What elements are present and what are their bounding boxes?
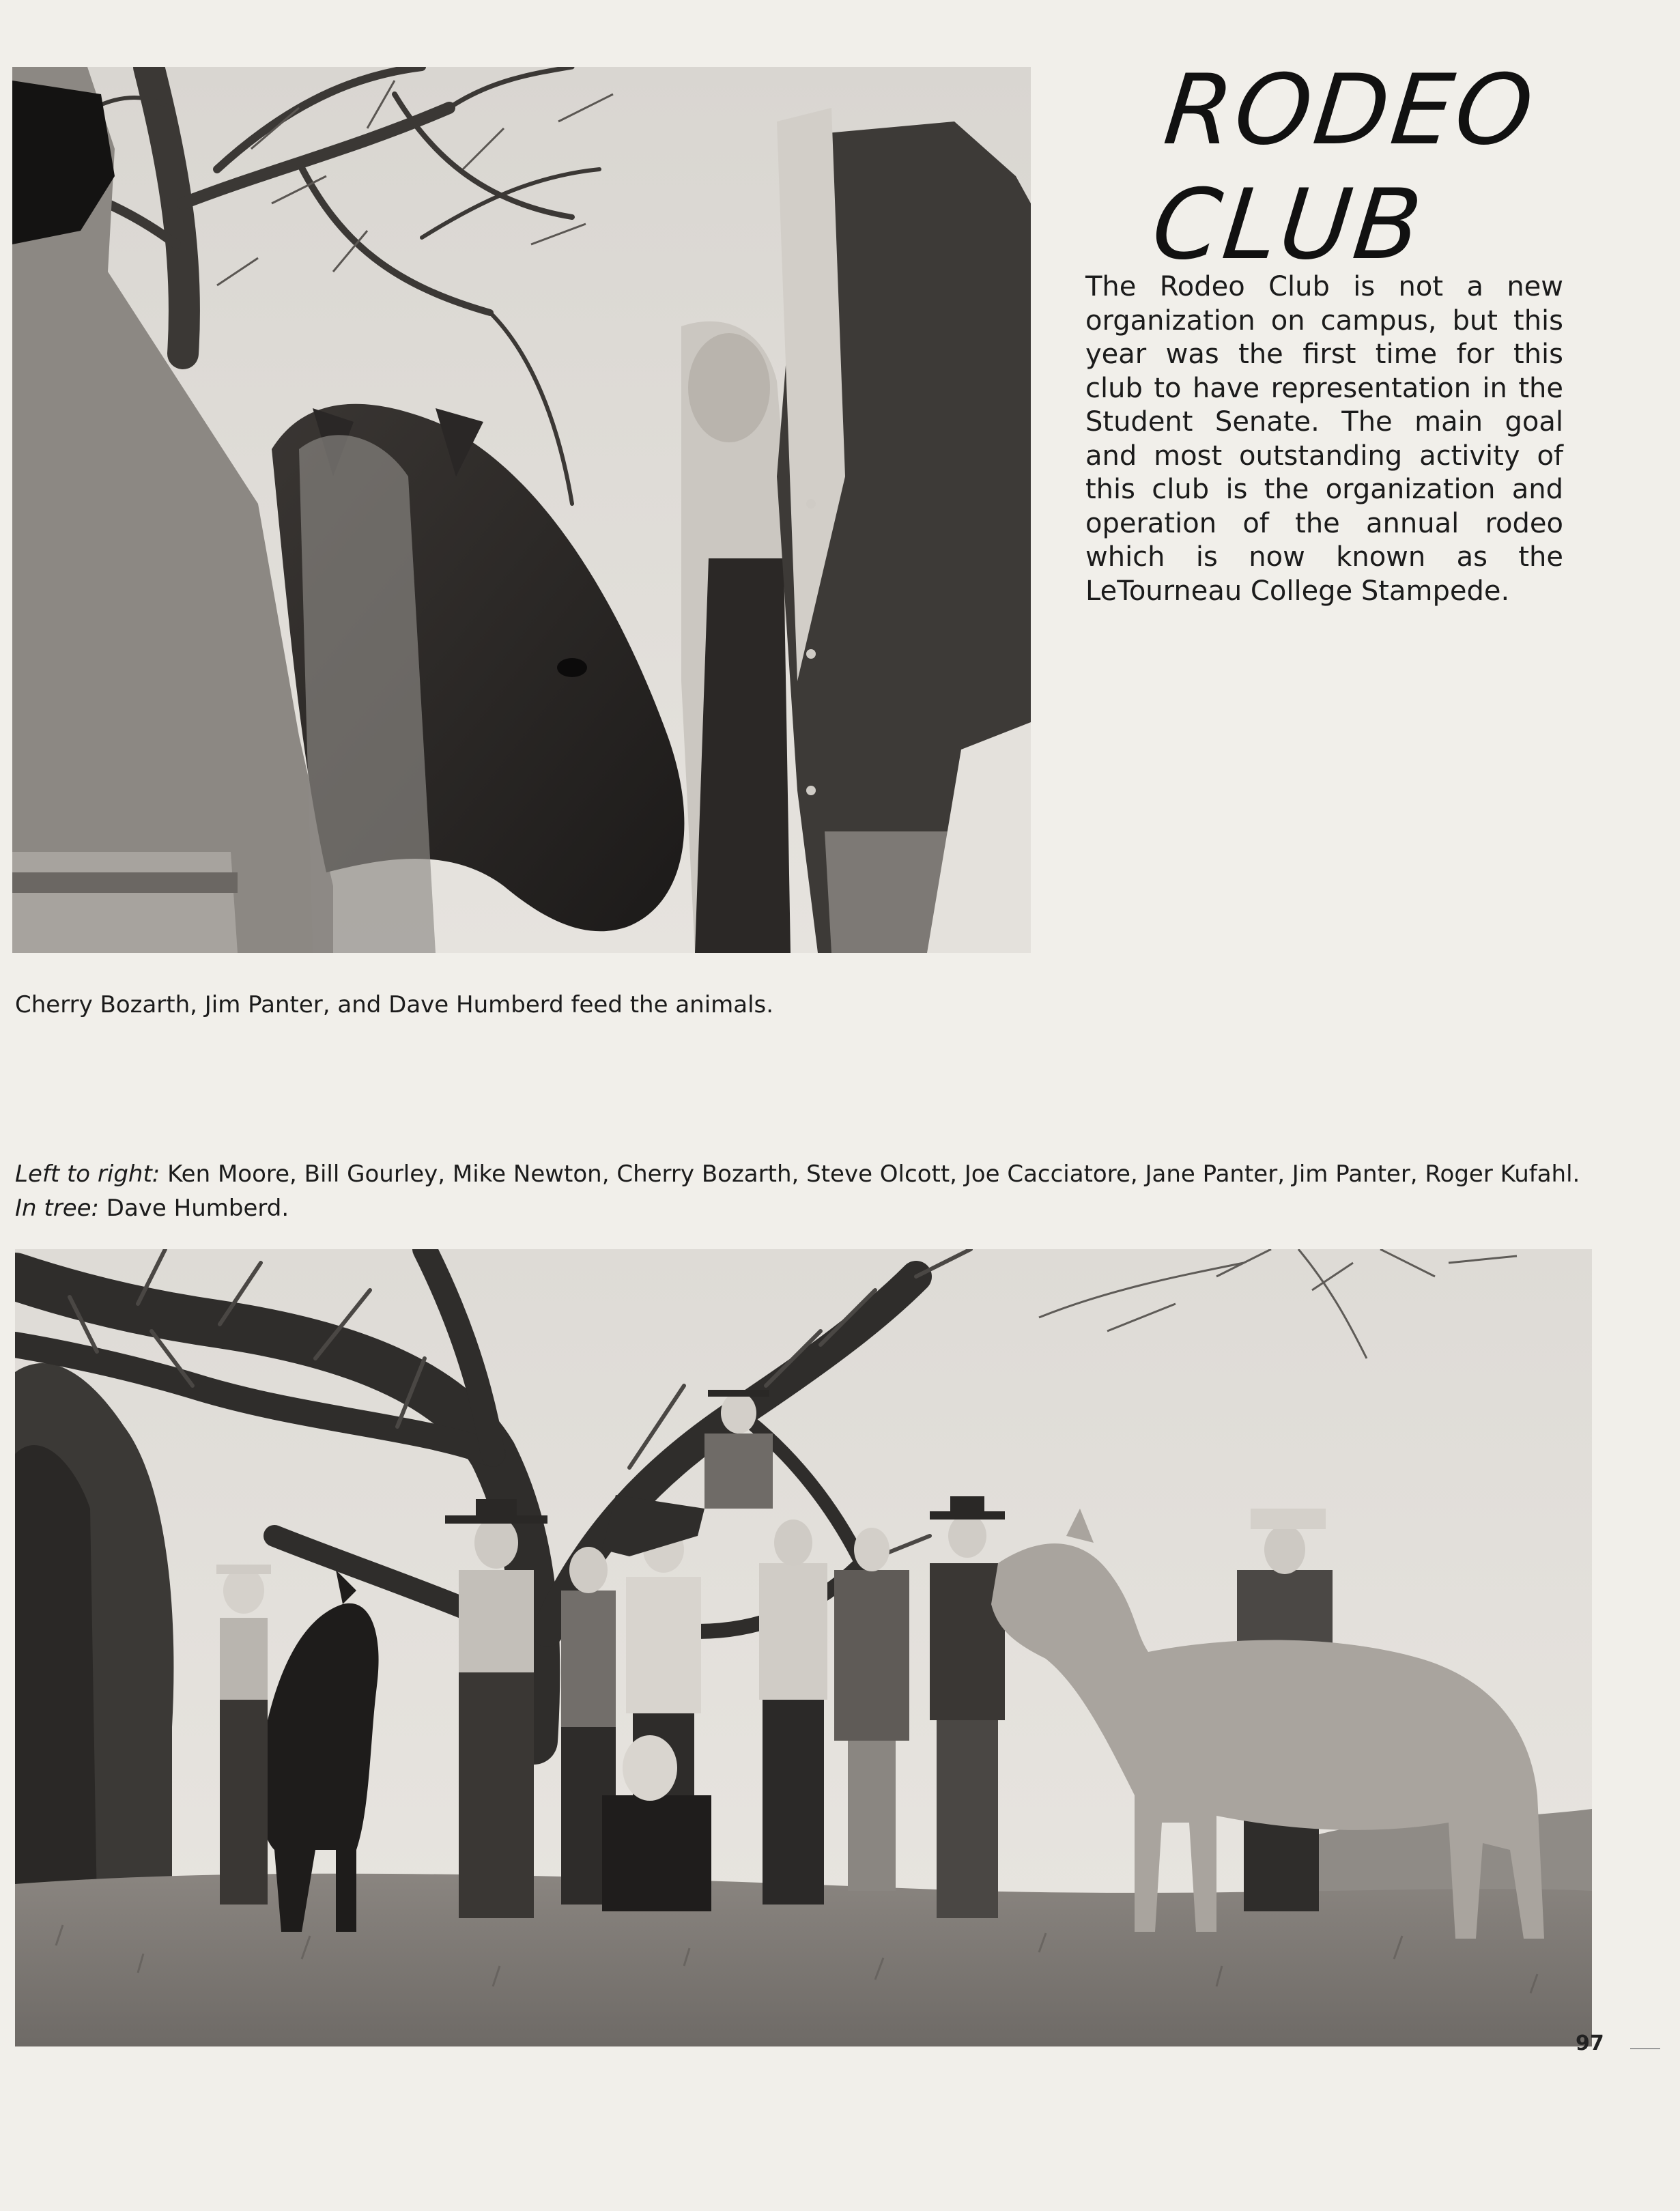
corner-mark (1630, 2048, 1660, 2049)
photo-feeding-horse (12, 67, 1031, 953)
caption-top-photo: Cherry Bozarth, Jim Panter, and Dave Humberd feed the animals. (15, 991, 774, 1018)
caption-group-photo (15, 1157, 1599, 1225)
intro-paragraph: The Rodeo Club is not a new organization on campus, but this year was the first time for this club to have representation in the Student Senate. The main goal and most outstanding activity of this club is the organization and operation of the annual rodeo which is now known as the LeTourneau College Stampede. (1085, 271, 1563, 607)
page-title (1147, 53, 1541, 283)
caption-label-in-tree: In tree: (15, 1195, 99, 1222)
caption-names: Ken Moore, Bill Gourley, Mike Newton, Cherry Bozarth, Steve Olcott, Joe Cacciatore, Jane Panter, Jim Panter, Roger Kufahl. (160, 1160, 1580, 1188)
page-number: 97 (1576, 2031, 1604, 2055)
title-line-club: CLUB (1147, 169, 1429, 281)
caption-label-left-to-right: Left to right: (15, 1160, 160, 1188)
photo-group-portrait (15, 1249, 1592, 2046)
title-line-rodeo: RODEO (1159, 54, 1541, 167)
caption-tree-name: Dave Humberd. (98, 1195, 289, 1222)
